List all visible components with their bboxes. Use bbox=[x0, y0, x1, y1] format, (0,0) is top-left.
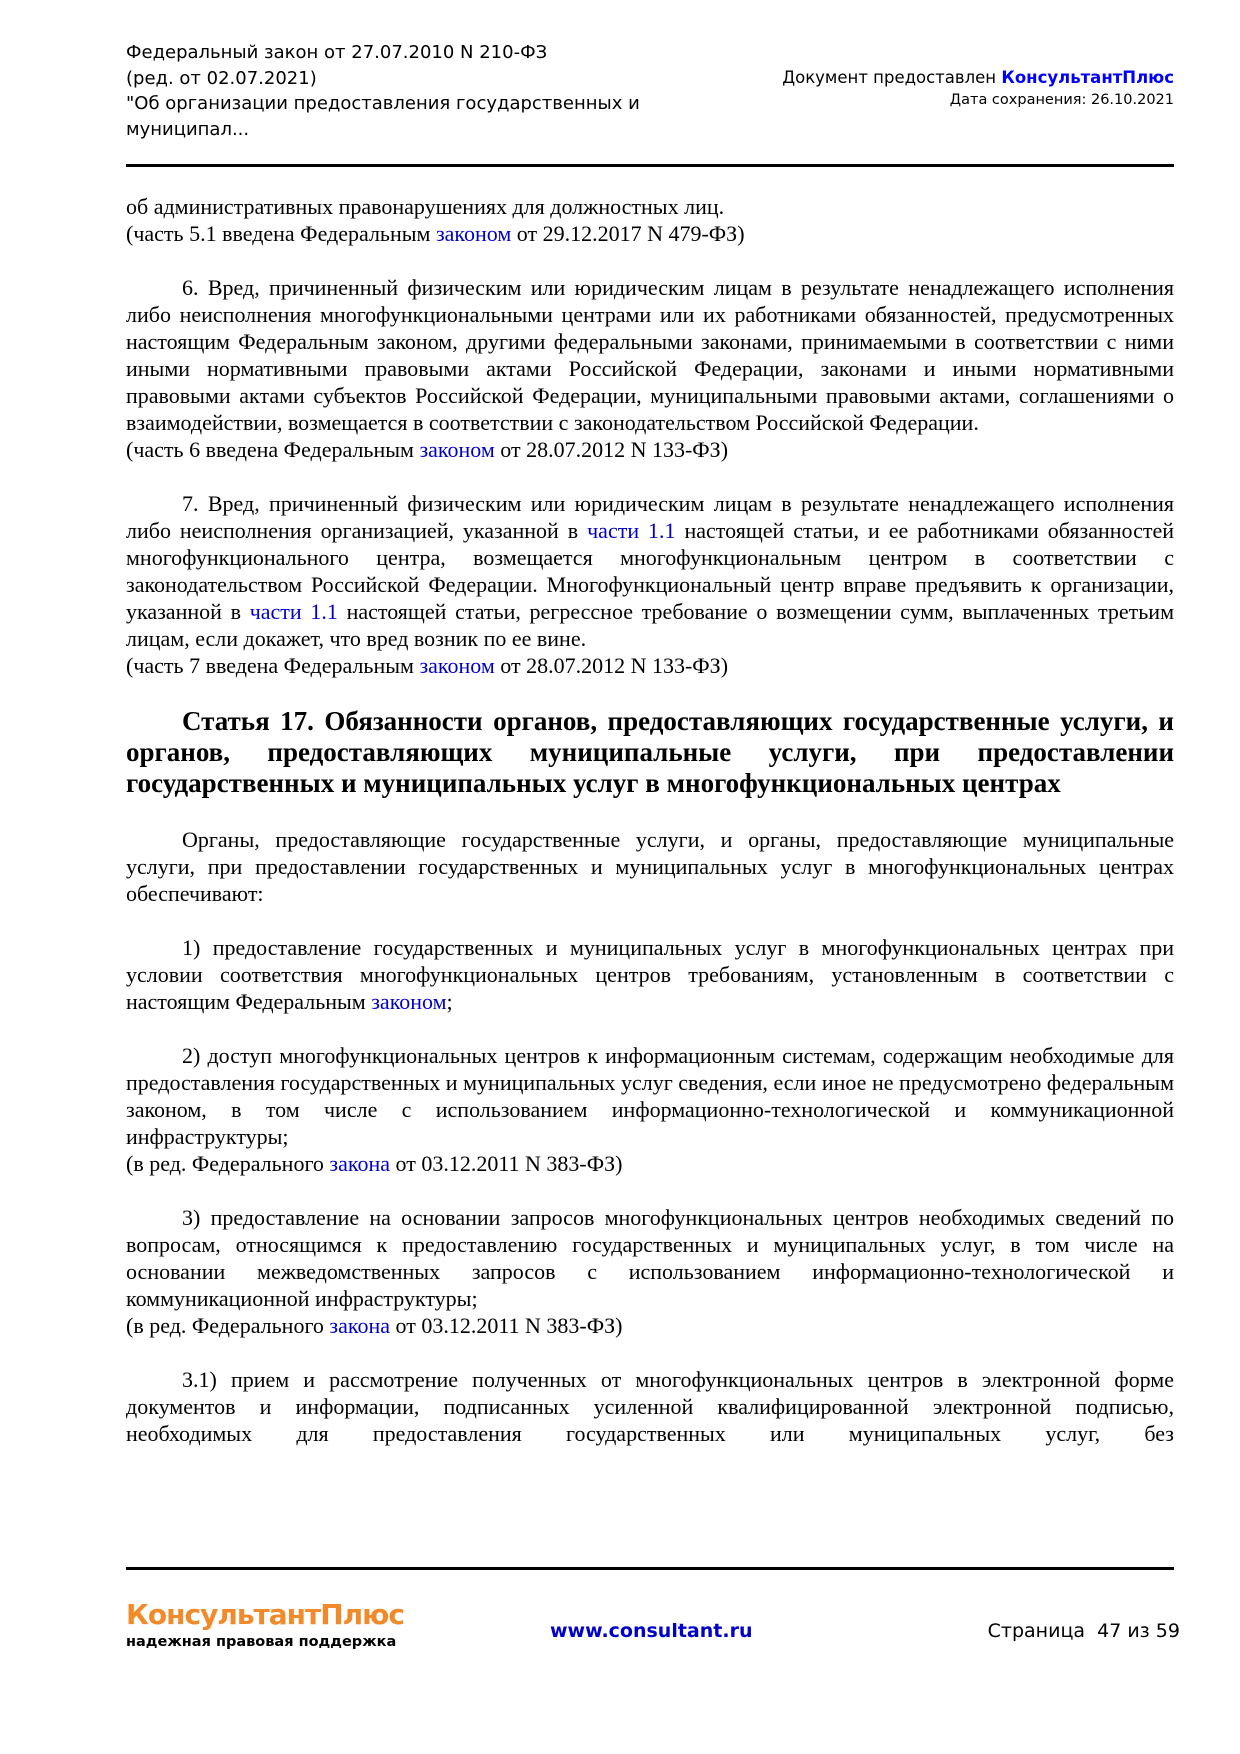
item-3 bbox=[126, 1204, 1174, 1312]
item-2 bbox=[126, 1042, 1174, 1150]
text: (в ред. Федерального bbox=[126, 1151, 330, 1176]
provider-info bbox=[782, 66, 1174, 110]
text: 6. Вред, причиненный физическим или юридическим лицам в результате ненадлежащего исполнения либо неисполнения многофункциональными центрами или их работниками обязанностей, предусмотренных настоящим Федеральным законом, другими федеральными законами, принимаемыми в соответствии с ними иными нормативными правовыми актами Российской Федерации, законами и иными нормативными правовыми актами субъектов Российской Федерации, муниципальными правовыми актами, соглашениями о взаимодействии, возмещается в соответствии с законодательством Российской Федерации. bbox=[126, 275, 1174, 435]
law-link[interactable]: законом bbox=[419, 653, 495, 678]
law-link[interactable]: законом bbox=[371, 989, 447, 1014]
text: 2) доступ многофункциональных центров к информационным системам, содержащим необходимые для предоставления государственных и муниципальных услуг сведения, если иное не предусмотрено федеральным законом, в том числе с использованием информационно-технологической и коммуникационной инфраструктуры; bbox=[126, 1043, 1174, 1149]
text: от 28.07.2012 N 133-ФЗ) bbox=[494, 437, 729, 462]
intro-paragraph: Органы, предоставляющие государственные услуги, и органы, предоставляющие муниципальные услуги, при предоставлении государственных и муниципальных услуг в многофункциональных центрах обеспечивают: bbox=[126, 827, 1174, 906]
part-link[interactable]: части 1.1 bbox=[587, 518, 676, 543]
paragraph-7 bbox=[126, 490, 1174, 652]
text: от 29.12.2017 N 479-ФЗ) bbox=[511, 221, 745, 246]
amendment-note bbox=[126, 220, 1174, 247]
text: 3) предоставление на основании запросов многофункциональных центров необходимых сведений по вопросам, относящимся к предоставлению государственных и муниципальных услуг, в том числе на основании межведомственных запросов с использованием информационно-технологической и коммуникационной инфраструктуры; bbox=[126, 1205, 1174, 1311]
amendment-note bbox=[126, 1312, 1174, 1339]
title-line: муниципал... bbox=[126, 118, 250, 140]
law-link[interactable]: закона bbox=[329, 1151, 390, 1176]
text: (часть 5.1 введена Федеральным bbox=[126, 221, 436, 246]
header-divider bbox=[126, 164, 1174, 167]
text: от 28.07.2012 N 133-ФЗ) bbox=[494, 653, 729, 678]
website-link[interactable]: www.consultant.ru bbox=[550, 1620, 753, 1642]
title-line: Федеральный закон от 27.07.2010 N 210-ФЗ bbox=[126, 42, 548, 63]
amendment-note bbox=[126, 1150, 1174, 1177]
text: настоящей статьи, регрессное требование о возмещении сумм, выплаченных третьим лицам, если докажет, что вред возник по ее вине. bbox=[126, 599, 1174, 651]
law-link[interactable]: законом bbox=[419, 437, 495, 462]
text: ; bbox=[446, 989, 453, 1014]
document-body bbox=[126, 193, 1174, 1447]
title-line: (ред. от 02.07.2021) bbox=[126, 67, 317, 89]
page-number: Страница 47 из 59 bbox=[987, 1620, 1180, 1642]
document-title bbox=[126, 40, 640, 142]
brand-logo: КонсультантПлюс bbox=[126, 1598, 404, 1631]
text: 7. Вред, причиненный физическим или юридическим лицам в результате ненадлежащего исполнения либо неисполнения организацией, указанной в bbox=[126, 491, 1174, 543]
text: (в ред. Федерального bbox=[126, 1313, 330, 1338]
paragraph-6 bbox=[126, 274, 1174, 436]
text: 1) предоставление государственных и муниципальных услуг в многофункциональных центрах при условии соответствия многофункциональных центров требованиям, установленным в соответствии с настоящим Федеральным bbox=[126, 935, 1174, 1014]
text: настоящей статьи, и ее работниками обязанностей многофункционального центра, возмещается многофункциональным центром в соответствии с законодательством Российской Федерации. Многофункциональный центр вправе предъявить к организации, указанной в bbox=[126, 518, 1174, 624]
text: 3.1) прием и рассмотрение полученных от многофункциональных центров в электронной форме документов и информации, подписанных усиленной квалифицированной электронной подписью, необходимых для предоставления государственных или муниципальных услуг, без bbox=[126, 1367, 1174, 1446]
footer-logo bbox=[126, 1598, 404, 1652]
text: от 03.12.2011 N 383-ФЗ) bbox=[390, 1151, 623, 1176]
law-link[interactable]: закона bbox=[329, 1313, 390, 1338]
footer-divider bbox=[126, 1567, 1174, 1570]
law-link[interactable]: законом bbox=[435, 221, 512, 246]
text: от 03.12.2011 N 383-ФЗ) bbox=[390, 1313, 623, 1338]
text: об административных правонарушениях для должностных лиц. bbox=[126, 194, 725, 219]
brand-name: КонсультантПлюс bbox=[1001, 68, 1174, 87]
article-heading: Статья 17. Обязанности органов, предоставляющих государственные услуги, и органов, предоставляющих муниципальные услуги, при предоставлении государственных и муниципальных услуг в многофункциональных центрах bbox=[126, 706, 1174, 798]
text: (часть 7 введена Федеральным bbox=[126, 653, 420, 678]
title-line: "Об организации предоставления государственных и bbox=[126, 93, 640, 114]
amendment-note bbox=[126, 652, 1174, 679]
amendment-note bbox=[126, 436, 1174, 463]
brand-tagline: надежная правовая поддержка bbox=[126, 1634, 397, 1650]
part-link[interactable]: части 1.1 bbox=[249, 599, 338, 624]
provided-by-label: Документ предоставлен bbox=[782, 68, 1002, 87]
text: (часть 6 введена Федеральным bbox=[126, 437, 420, 462]
paragraph bbox=[126, 193, 1174, 220]
item-3-1 bbox=[126, 1366, 1174, 1447]
saved-date: Дата сохранения: 26.10.2021 bbox=[949, 92, 1174, 108]
item-1 bbox=[126, 934, 1174, 1015]
